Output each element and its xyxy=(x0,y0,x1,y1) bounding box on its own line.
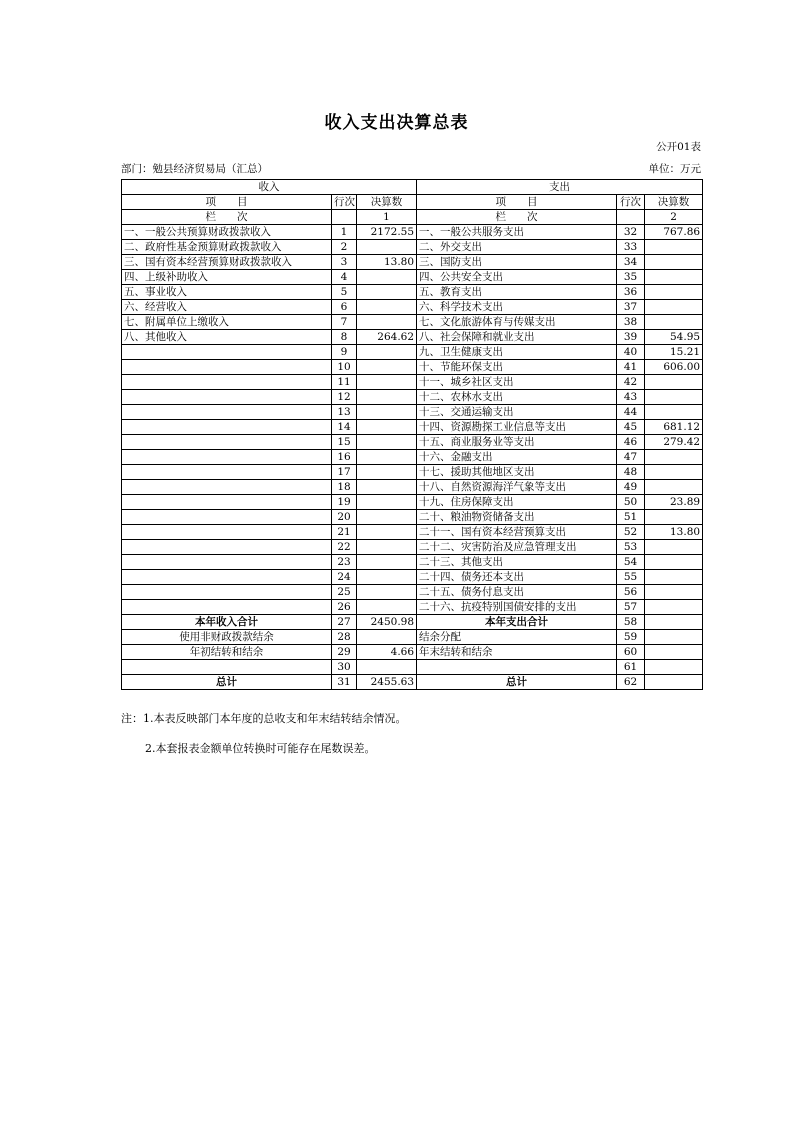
summary-income-item: 总计 xyxy=(122,675,332,690)
expense-item: 十七、援助其他地区支出 xyxy=(417,465,617,480)
income-row-no: 17 xyxy=(332,465,357,480)
expense-amount xyxy=(645,255,703,270)
empty-cell xyxy=(332,210,357,225)
table-row xyxy=(122,525,703,540)
income-amount xyxy=(357,510,417,525)
income-row-no: 11 xyxy=(332,375,357,390)
income-row-no: 20 xyxy=(332,510,357,525)
summary-expense-amount xyxy=(645,630,703,645)
expense-amount xyxy=(645,240,703,255)
table-row xyxy=(122,495,703,510)
table-row xyxy=(122,330,703,345)
income-item: 八、其他收入 xyxy=(122,330,332,345)
income-item xyxy=(122,465,332,480)
expense-row-no: 37 xyxy=(617,300,645,315)
summary-income-row-no: 28 xyxy=(332,630,357,645)
summary-expense-item: 本年支出合计 xyxy=(417,615,617,630)
expense-item: 二十四、债务还本支出 xyxy=(417,570,617,585)
summary-income-amount: 4.66 xyxy=(357,645,417,660)
expense-row-no: 47 xyxy=(617,450,645,465)
summary-row xyxy=(122,630,703,645)
table-row xyxy=(122,375,703,390)
expense-item: 十一、城乡社区支出 xyxy=(417,375,617,390)
income-amount xyxy=(357,480,417,495)
table-row xyxy=(122,585,703,600)
expense-row-no: 44 xyxy=(617,405,645,420)
expense-item: 五、教育支出 xyxy=(417,285,617,300)
budget-table xyxy=(121,179,703,690)
income-amount xyxy=(357,540,417,555)
income-row-no: 26 xyxy=(332,600,357,615)
income-amount xyxy=(357,600,417,615)
expense-row-no: 35 xyxy=(617,270,645,285)
note-2: 2.本套报表金额单位转换时可能存在尾数误差。 xyxy=(145,742,376,755)
expense-amount xyxy=(645,600,703,615)
income-item xyxy=(122,420,332,435)
expense-item: 十、节能环保支出 xyxy=(417,360,617,375)
expense-row-no: 53 xyxy=(617,540,645,555)
table-row xyxy=(122,240,703,255)
expense-item: 一、一般公共服务支出 xyxy=(417,225,617,240)
income-item-header: 项 目 xyxy=(122,195,332,210)
income-item xyxy=(122,360,332,375)
income-amount xyxy=(357,285,417,300)
table-row xyxy=(122,315,703,330)
summary-income-row-no: 31 xyxy=(332,675,357,690)
expense-amount xyxy=(645,555,703,570)
expense-amount xyxy=(645,570,703,585)
income-amount xyxy=(357,315,417,330)
income-amount: 2172.55 xyxy=(357,225,417,240)
expense-row-no: 49 xyxy=(617,480,645,495)
expense-item: 十二、农林水支出 xyxy=(417,390,617,405)
income-item xyxy=(122,450,332,465)
table-row xyxy=(122,270,703,285)
table-row xyxy=(122,360,703,375)
expense-item: 七、文化旅游体育与传媒支出 xyxy=(417,315,617,330)
summary-income-amount xyxy=(357,660,417,675)
expense-item: 十六、金融支出 xyxy=(417,450,617,465)
income-column-index: 1 xyxy=(357,210,417,225)
income-amount xyxy=(357,375,417,390)
income-amount xyxy=(357,435,417,450)
expense-item: 二十二、灾害防治及应急管理支出 xyxy=(417,540,617,555)
income-item xyxy=(122,525,332,540)
summary-expense-item: 总计 xyxy=(417,675,617,690)
summary-income-item: 年初结转和结余 xyxy=(122,645,332,660)
income-item xyxy=(122,585,332,600)
expense-row-no: 40 xyxy=(617,345,645,360)
table-row xyxy=(122,225,703,240)
income-item: 四、上级补助收入 xyxy=(122,270,332,285)
income-row-no: 8 xyxy=(332,330,357,345)
income-item xyxy=(122,375,332,390)
income-amount xyxy=(357,555,417,570)
income-item xyxy=(122,345,332,360)
summary-expense-amount xyxy=(645,660,703,675)
summary-expense-row-no: 58 xyxy=(617,615,645,630)
empty-cell xyxy=(617,210,645,225)
expense-row-no: 34 xyxy=(617,255,645,270)
income-row-no: 5 xyxy=(332,285,357,300)
header-row-column-index xyxy=(122,210,703,225)
summary-income-item xyxy=(122,660,332,675)
summary-income-row-no: 30 xyxy=(332,660,357,675)
income-amount xyxy=(357,270,417,285)
summary-expense-item: 年末结转和结余 xyxy=(417,645,617,660)
table-row xyxy=(122,390,703,405)
expense-amount: 767.86 xyxy=(645,225,703,240)
expense-row-no: 52 xyxy=(617,525,645,540)
expense-row-no: 38 xyxy=(617,315,645,330)
summary-row xyxy=(122,615,703,630)
income-item: 七、附属单位上缴收入 xyxy=(122,315,332,330)
expense-item: 二十六、抗疫特别国债安排的支出 xyxy=(417,600,617,615)
income-item xyxy=(122,555,332,570)
table-row xyxy=(122,555,703,570)
income-item xyxy=(122,600,332,615)
income-amount xyxy=(357,495,417,510)
expense-item: 四、公共安全支出 xyxy=(417,270,617,285)
income-item: 一、一般公共预算财政拨款收入 xyxy=(122,225,332,240)
expense-item: 二十一、国有资本经营预算支出 xyxy=(417,525,617,540)
income-amount xyxy=(357,465,417,480)
summary-expense-item xyxy=(417,660,617,675)
income-item: 二、政府性基金预算财政拨款收入 xyxy=(122,240,332,255)
income-row-no: 22 xyxy=(332,540,357,555)
income-row-no: 21 xyxy=(332,525,357,540)
expense-row-no: 43 xyxy=(617,390,645,405)
income-row-no: 23 xyxy=(332,555,357,570)
expense-amount: 681.12 xyxy=(645,420,703,435)
table-row xyxy=(122,300,703,315)
income-row-no: 4 xyxy=(332,270,357,285)
unit-label: 单位：万元 xyxy=(648,163,701,175)
expense-amount xyxy=(645,390,703,405)
income-row-no: 15 xyxy=(332,435,357,450)
expense-header: 支出 xyxy=(417,180,703,195)
page-title: 收入支出决算总表 xyxy=(324,113,469,133)
expense-row-no: 48 xyxy=(617,465,645,480)
form-code: 公开01表 xyxy=(656,141,701,153)
income-rowno-header: 行次 xyxy=(332,195,357,210)
summary-income-item: 使用非财政拨款结余 xyxy=(122,630,332,645)
income-item xyxy=(122,405,332,420)
income-item xyxy=(122,480,332,495)
table-row xyxy=(122,465,703,480)
expense-amount xyxy=(645,270,703,285)
table-row xyxy=(122,345,703,360)
department-label: 部门：勉县经济贸易局（汇总） xyxy=(121,163,268,175)
income-item xyxy=(122,570,332,585)
expense-row-no: 32 xyxy=(617,225,645,240)
income-item xyxy=(122,540,332,555)
income-amount xyxy=(357,420,417,435)
expense-rowno-header: 行次 xyxy=(617,195,645,210)
expense-amount xyxy=(645,285,703,300)
income-row-no: 19 xyxy=(332,495,357,510)
expense-amount xyxy=(645,480,703,495)
expense-amount: 13.80 xyxy=(645,525,703,540)
expense-item: 六、科学技术支出 xyxy=(417,300,617,315)
table-row xyxy=(122,405,703,420)
income-row-no: 13 xyxy=(332,405,357,420)
expense-item: 二十三、其他支出 xyxy=(417,555,617,570)
income-row-no: 16 xyxy=(332,450,357,465)
expense-row-no: 33 xyxy=(617,240,645,255)
expense-amount xyxy=(645,405,703,420)
expense-row-no: 42 xyxy=(617,375,645,390)
expense-amount-header: 决算数 xyxy=(645,195,703,210)
income-row-no: 24 xyxy=(332,570,357,585)
expense-row-no: 45 xyxy=(617,420,645,435)
income-item xyxy=(122,495,332,510)
table-row xyxy=(122,480,703,495)
summary-expense-item: 结余分配 xyxy=(417,630,617,645)
expense-row-no: 46 xyxy=(617,435,645,450)
income-amount xyxy=(357,570,417,585)
summary-income-amount xyxy=(357,630,417,645)
table-row xyxy=(122,600,703,615)
summary-expense-amount xyxy=(645,675,703,690)
table-row xyxy=(122,435,703,450)
income-row-no: 9 xyxy=(332,345,357,360)
expense-amount xyxy=(645,465,703,480)
summary-row xyxy=(122,660,703,675)
income-row-no: 3 xyxy=(332,255,357,270)
summary-income-row-no: 27 xyxy=(332,615,357,630)
income-row-no: 2 xyxy=(332,240,357,255)
expense-amount xyxy=(645,300,703,315)
summary-expense-amount xyxy=(645,645,703,660)
summary-expense-row-no: 59 xyxy=(617,630,645,645)
expense-amount: 23.89 xyxy=(645,495,703,510)
expense-row-no: 50 xyxy=(617,495,645,510)
income-row-no: 6 xyxy=(332,300,357,315)
expense-item: 十四、资源勘探工业信息等支出 xyxy=(417,420,617,435)
income-row-no: 25 xyxy=(332,585,357,600)
income-header: 收入 xyxy=(122,180,417,195)
expense-item: 十五、商业服务业等支出 xyxy=(417,435,617,450)
expense-amount xyxy=(645,450,703,465)
expense-item-header: 项 目 xyxy=(417,195,617,210)
income-row-no: 18 xyxy=(332,480,357,495)
table-row xyxy=(122,540,703,555)
summary-row xyxy=(122,645,703,660)
header-row-columns xyxy=(122,195,703,210)
table-row xyxy=(122,450,703,465)
income-item xyxy=(122,435,332,450)
income-item: 五、事业收入 xyxy=(122,285,332,300)
expense-amount: 54.95 xyxy=(645,330,703,345)
income-amount xyxy=(357,390,417,405)
expense-item: 二十五、债务付息支出 xyxy=(417,585,617,600)
income-amount xyxy=(357,450,417,465)
income-row-no: 10 xyxy=(332,360,357,375)
income-item xyxy=(122,390,332,405)
expense-row-no: 51 xyxy=(617,510,645,525)
expense-row-no: 57 xyxy=(617,600,645,615)
expense-row-no: 36 xyxy=(617,285,645,300)
income-amount xyxy=(357,300,417,315)
income-row-no: 1 xyxy=(332,225,357,240)
income-amount-header: 决算数 xyxy=(357,195,417,210)
expense-item: 九、卫生健康支出 xyxy=(417,345,617,360)
income-amount xyxy=(357,585,417,600)
income-row-no: 7 xyxy=(332,315,357,330)
income-item: 三、国有资本经营预算财政拨款收入 xyxy=(122,255,332,270)
expense-amount xyxy=(645,375,703,390)
expense-item: 二十、粮油物资储备支出 xyxy=(417,510,617,525)
expense-row-no: 54 xyxy=(617,555,645,570)
summary-row xyxy=(122,675,703,690)
table-row xyxy=(122,285,703,300)
summary-income-amount: 2450.98 xyxy=(357,615,417,630)
income-item xyxy=(122,510,332,525)
expense-amount: 279.42 xyxy=(645,435,703,450)
summary-income-item: 本年收入合计 xyxy=(122,615,332,630)
income-amount xyxy=(357,360,417,375)
expense-column-index: 2 xyxy=(645,210,703,225)
summary-expense-amount xyxy=(645,615,703,630)
expense-amount: 15.21 xyxy=(645,345,703,360)
summary-expense-row-no: 61 xyxy=(617,660,645,675)
income-amount xyxy=(357,240,417,255)
expense-item: 三、国防支出 xyxy=(417,255,617,270)
expense-amount xyxy=(645,540,703,555)
note-1: 注：1.本表反映部门本年度的总收支和年末结转结余情况。 xyxy=(121,712,407,725)
income-amount: 264.62 xyxy=(357,330,417,345)
summary-income-row-no: 29 xyxy=(332,645,357,660)
expense-item: 十三、交通运输支出 xyxy=(417,405,617,420)
income-amount xyxy=(357,405,417,420)
expense-item: 十八、自然资源海洋气象等支出 xyxy=(417,480,617,495)
income-column-label: 栏 次 xyxy=(122,210,332,225)
expense-item: 八、社会保障和就业支出 xyxy=(417,330,617,345)
expense-amount xyxy=(645,510,703,525)
expense-row-no: 39 xyxy=(617,330,645,345)
income-amount xyxy=(357,345,417,360)
table-row xyxy=(122,570,703,585)
income-row-no: 14 xyxy=(332,420,357,435)
summary-income-amount: 2455.63 xyxy=(357,675,417,690)
table-row xyxy=(122,255,703,270)
header-row-section xyxy=(122,180,703,195)
expense-row-no: 56 xyxy=(617,585,645,600)
table-row xyxy=(122,510,703,525)
expense-column-label: 栏 次 xyxy=(417,210,617,225)
expense-item: 十九、住房保障支出 xyxy=(417,495,617,510)
income-item: 六、经营收入 xyxy=(122,300,332,315)
summary-expense-row-no: 62 xyxy=(617,675,645,690)
expense-row-no: 55 xyxy=(617,570,645,585)
expense-amount xyxy=(645,585,703,600)
expense-amount xyxy=(645,315,703,330)
expense-amount: 606.00 xyxy=(645,360,703,375)
income-row-no: 12 xyxy=(332,390,357,405)
table-row xyxy=(122,420,703,435)
income-amount: 13.80 xyxy=(357,255,417,270)
income-amount xyxy=(357,525,417,540)
expense-row-no: 41 xyxy=(617,360,645,375)
summary-expense-row-no: 60 xyxy=(617,645,645,660)
expense-item: 二、外交支出 xyxy=(417,240,617,255)
